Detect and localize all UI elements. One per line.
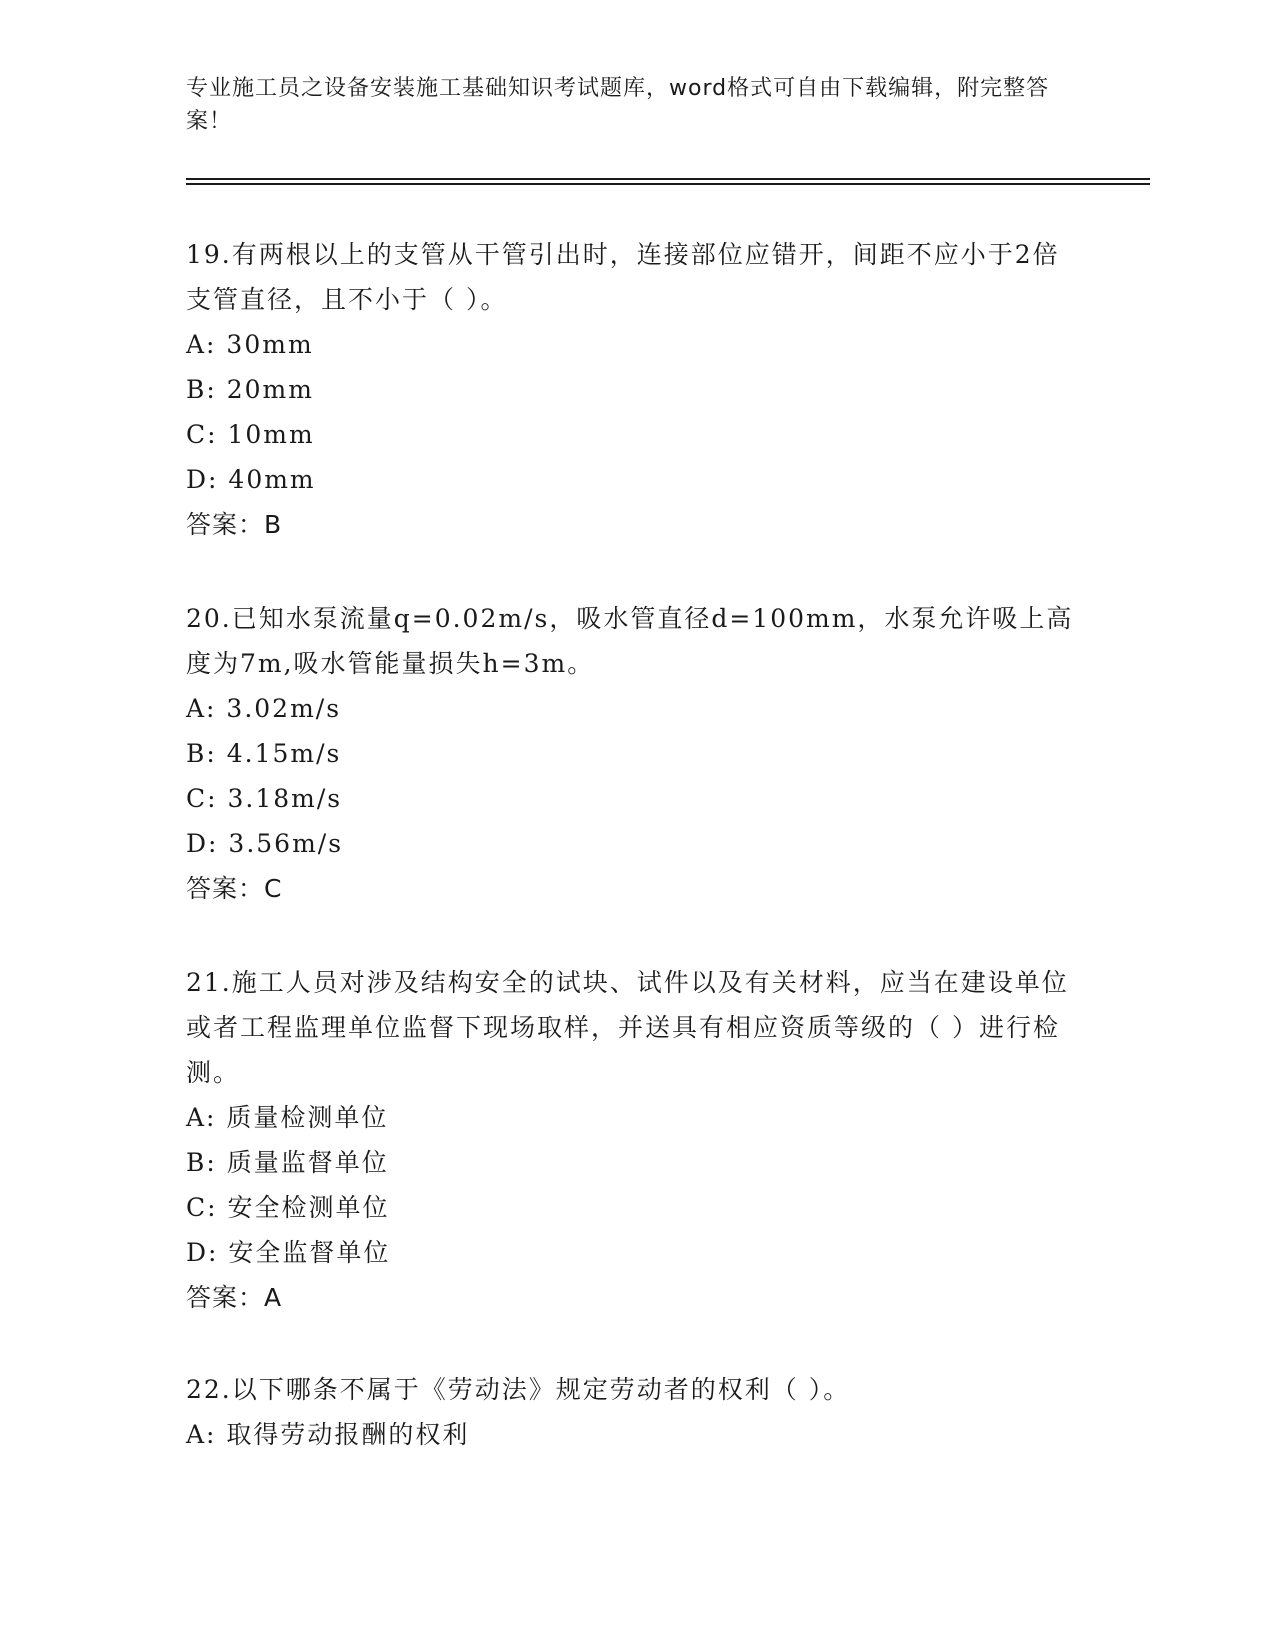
option-d: D: 安全监督单位 [186, 1238, 391, 1267]
option-b: B: 20mm [186, 375, 314, 404]
option-d: D: 40mm [186, 465, 316, 494]
answer-label: 答案：A [186, 1283, 283, 1312]
question-19 [186, 232, 1086, 547]
option-c: C: 3.18m/s [186, 784, 343, 813]
option-a: A: 3.02m/s [186, 694, 342, 723]
question-20 [186, 596, 1086, 911]
option-c: C: 安全检测单位 [186, 1193, 390, 1222]
answer-label: 答案：B [186, 510, 283, 539]
option-d: D: 3.56m/s [186, 829, 344, 858]
header-divider-bottom [186, 183, 1150, 185]
document-header: 专业施工员之设备安装施工基础知识考试题库，word格式可自由下载编辑，附完整答案！ [186, 76, 1050, 134]
option-b: B: 质量监督单位 [186, 1148, 389, 1177]
question-stem: 21.施工人员对涉及结构安全的试块、试件以及有关材料，应当在建设单位或者工程监理单位监督下现场取样，并送具有相应资质等级的（ ）进行检测。 [186, 968, 1069, 1087]
option-a: A: 30mm [186, 330, 314, 359]
answer-label: 答案：C [186, 874, 283, 903]
option-c: C: 10mm [186, 420, 315, 449]
option-a: A: 取得劳动报酬的权利 [186, 1420, 470, 1449]
question-21 [186, 960, 1086, 1320]
question-stem: 22.以下哪条不属于《劳动法》规定劳动者的权利（ ）。 [186, 1375, 851, 1404]
option-b: B: 4.15m/s [186, 739, 342, 768]
question-22 [186, 1367, 1086, 1457]
header-divider-top [186, 178, 1150, 180]
option-a: A: 质量检测单位 [186, 1103, 389, 1132]
question-stem: 19.有两根以上的支管从干管引出时，连接部位应错开，间距不应小于2倍支管直径，且不小于（ ）。 [186, 240, 1060, 314]
question-stem: 20.已知水泵流量q=0.02m/s，吸水管直径d=100mm，水泵允许吸上高度为7m,吸水管能量损失h=3m。 [186, 604, 1074, 678]
